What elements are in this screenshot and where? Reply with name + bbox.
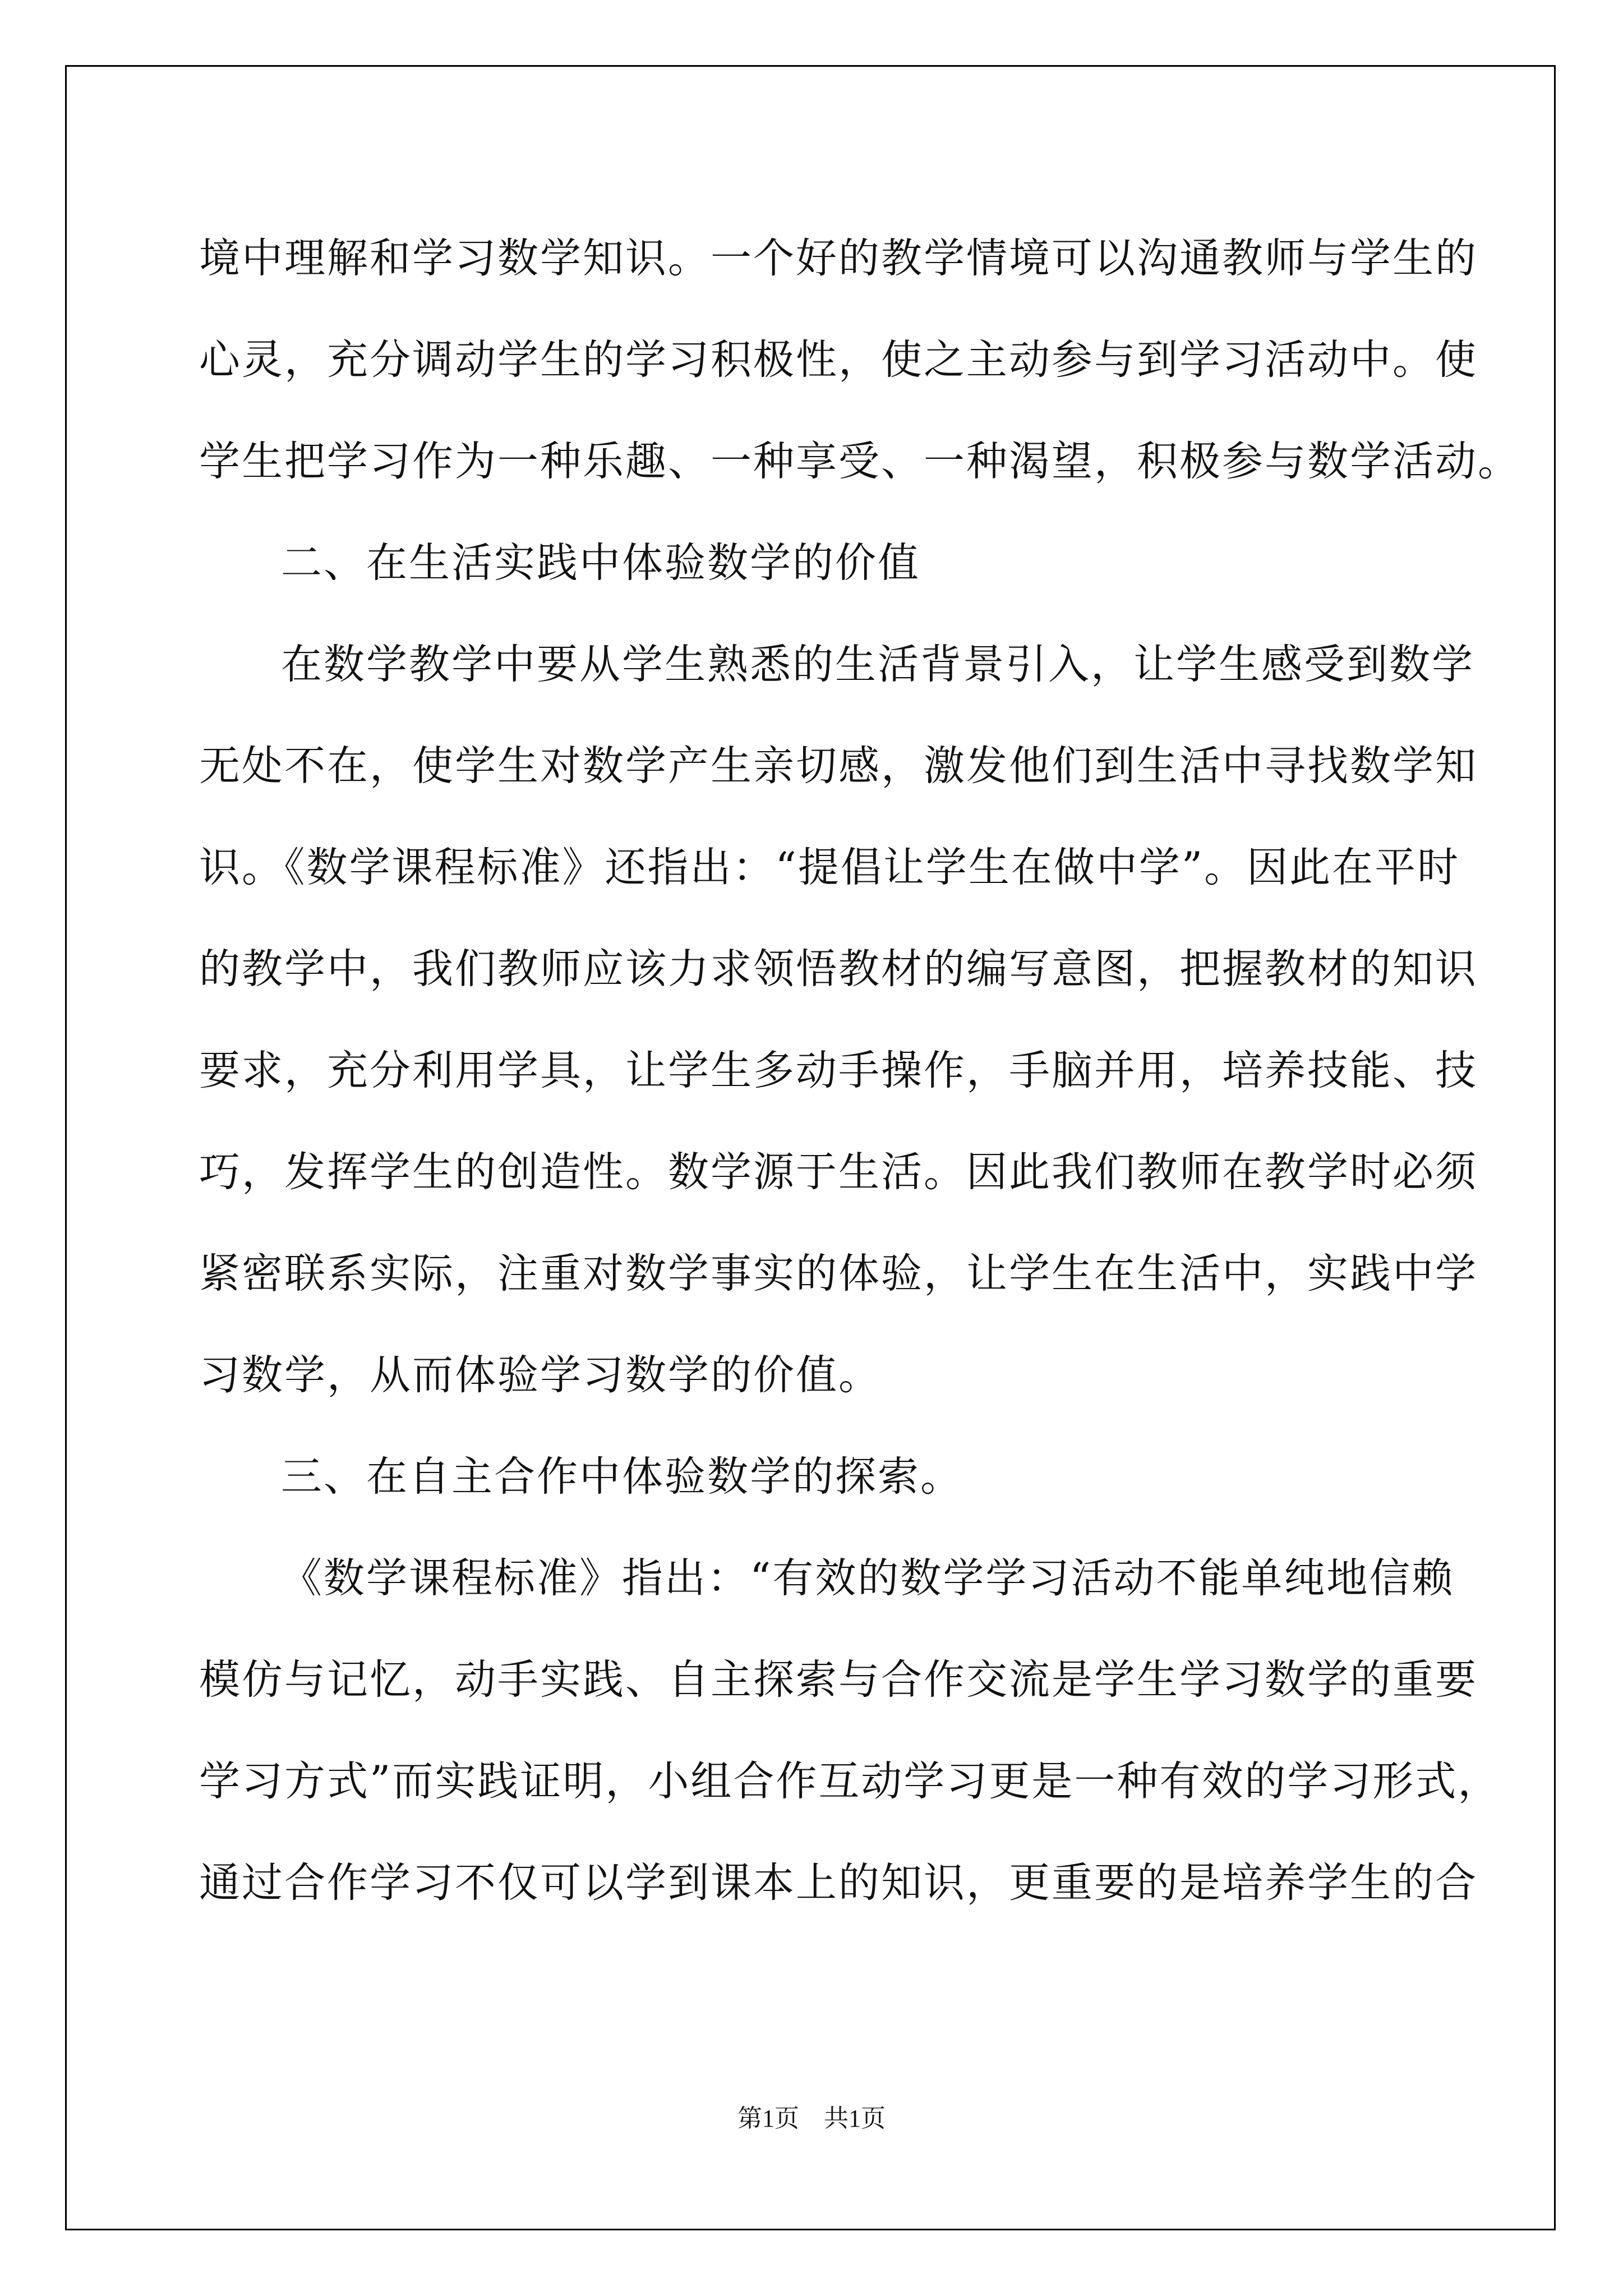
body-line: 心灵，充分调动学生的学习积极性，使之主动参与到学习活动中。使 [199,336,1478,384]
section-heading: 二、在生活实践中体验数学的价值 [281,539,920,587]
body-line: 紧密联系实际，注重对数学事实的体验，让学生在生活中，实践中学 [199,1250,1478,1297]
body-line: 的教学中，我们教师应该力求领悟教材的编写意图，把握教材的知识 [199,945,1478,993]
page-footer [0,2098,1623,2134]
body-line: 模仿与记忆，动手实践、自主探索与合作交流是学生学习数学的重要 [199,1656,1478,1704]
body-line: 在数学教学中要从学生熟悉的生活背景引入，让学生感受到数学 [281,641,1474,688]
page-number: 第1页 共1页 [737,2105,886,2132]
body-line: 学生把学习作为一种乐趣、一种享受、一种渴望，积极参与数学活动。 [199,438,1520,485]
body-line: 无处不在，使学生对数学产生亲切感，激发他们到生活中寻找数学知 [199,742,1478,790]
body-line: 《数学课程标准》指出：“有效的数学学习活动不能单纯地信赖 [281,1554,1455,1602]
document-body [199,208,1520,1934]
body-line: 境中理解和学习数学知识。一个好的教学情境可以沟通教师与学生的 [199,234,1478,282]
section-heading: 三、在自主合作中体验数学的探索。 [281,1453,963,1501]
body-line: 通过合作学习不仅可以学到课本上的知识，更重要的是培养学生的合 [199,1859,1478,1907]
body-line: 识。《数学课程标准》还指出：“提倡让学生在做中学”。因此在平时 [199,844,1460,891]
body-line: 要求，充分利用学具，让学生多动手操作，手脑并用，培养技能、技 [199,1047,1478,1094]
body-line: 巧，发挥学生的创造性。数学源于生活。因此我们教师在教学时必须 [199,1148,1478,1196]
body-line: 习数学，从而体验学习数学的价值。 [199,1351,881,1399]
body-line: 学习方式”而实践证明，小组合作互动学习更是一种有效的学习形式， [199,1757,1501,1805]
